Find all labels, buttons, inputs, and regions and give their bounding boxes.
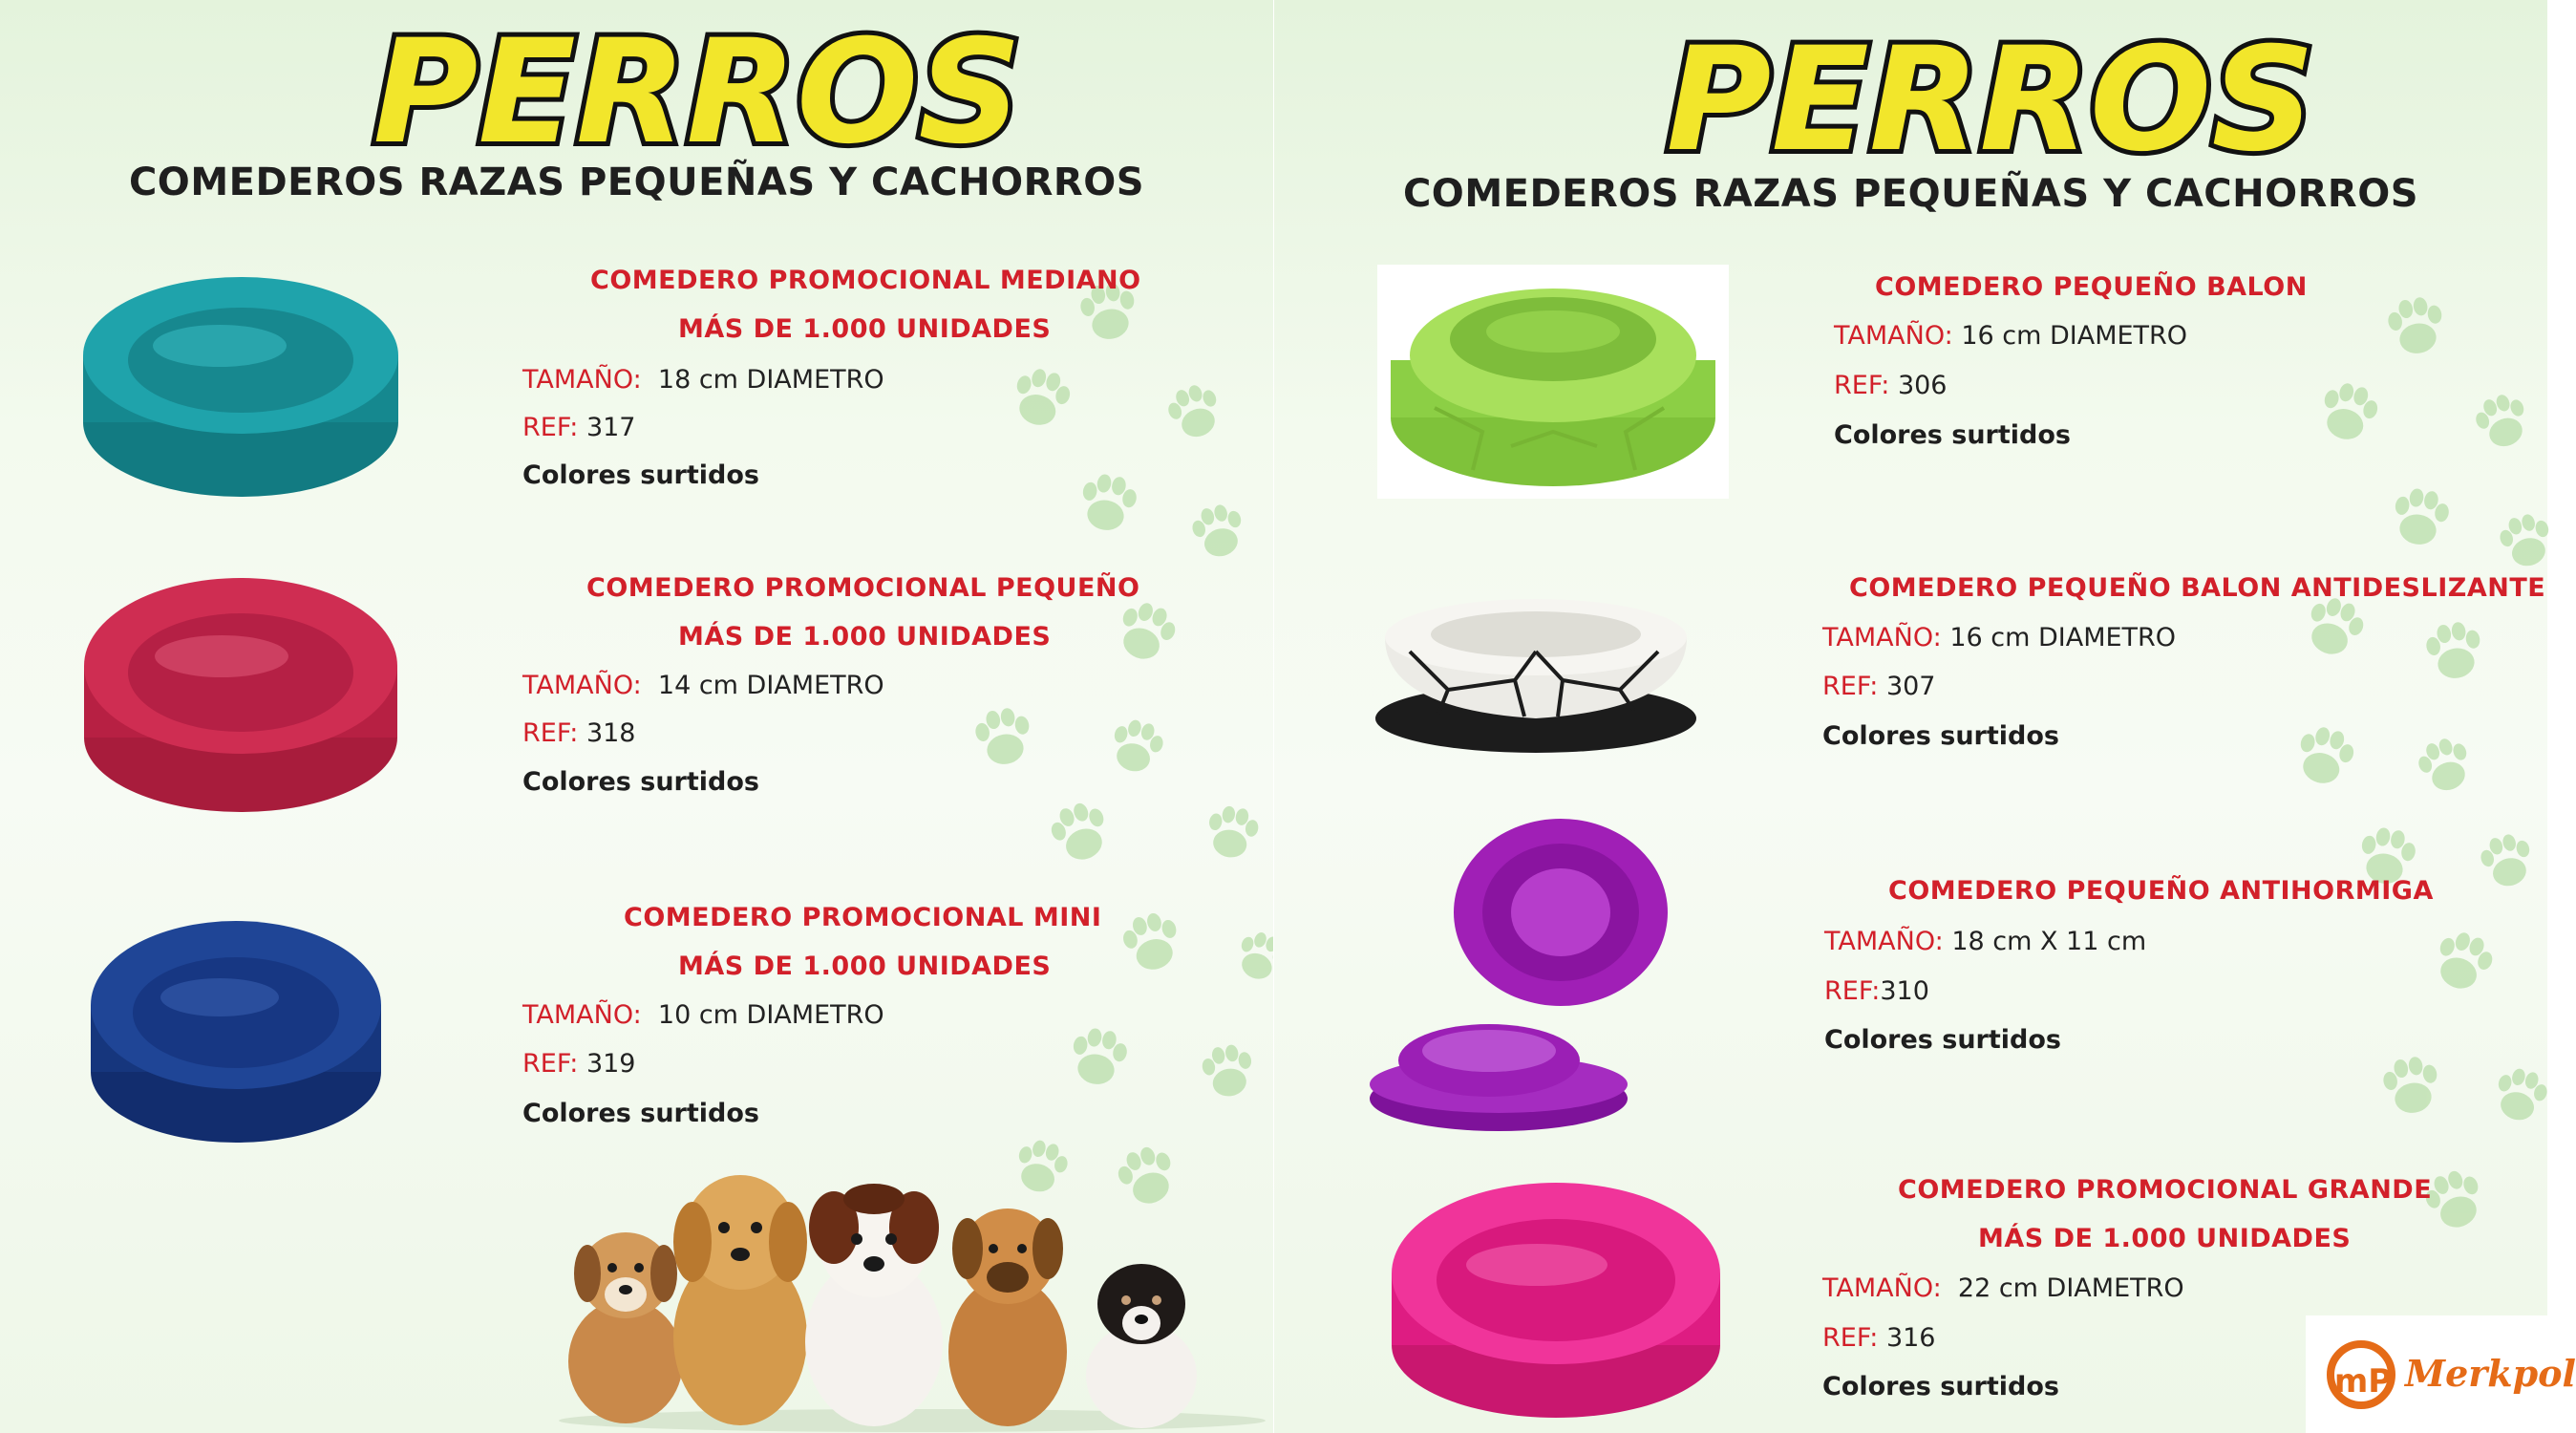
paw-print-icon xyxy=(1112,597,1182,667)
size-label: TAMAÑO: xyxy=(522,671,642,700)
paw-print-icon xyxy=(1068,1025,1131,1089)
merkpol-badge xyxy=(2306,1315,2576,1433)
perros-logo-text: PERROS xyxy=(1666,17,2315,183)
product-318-quantity: MÁS DE 1.000 UNIDADES xyxy=(678,622,1052,652)
product-317-size: 18 cm DIAMETRO xyxy=(657,365,884,395)
size-label: TAMAÑO: xyxy=(1822,1273,1942,1303)
product-319-ref: 319 xyxy=(585,1049,636,1079)
size-label: TAMAÑO: xyxy=(1834,321,1953,351)
paw-print-icon xyxy=(1077,471,1140,535)
size-label: TAMAÑO: xyxy=(1822,623,1942,652)
product-310-title: COMEDERO PEQUEÑO ANTIHORMIGA xyxy=(1888,876,2434,906)
product-319-size: 10 cm DIAMETRO xyxy=(657,1000,884,1030)
ref-label: REF: xyxy=(522,1049,579,1079)
paw-print-icon xyxy=(972,705,1035,769)
merkpol-logo-icon xyxy=(2325,1337,2407,1413)
pink-bowl-image xyxy=(1384,1173,1728,1422)
ref-label: REF: xyxy=(1822,1323,1879,1353)
product-317-quantity: MÁS DE 1.000 UNIDADES xyxy=(678,314,1052,344)
paw-print-icon xyxy=(2490,1064,2551,1125)
paw-print-icon xyxy=(2477,830,2538,891)
product-316-size: 22 cm DIAMETRO xyxy=(1957,1273,2184,1303)
size-label: TAMAÑO: xyxy=(522,365,642,395)
teal-bowl-image xyxy=(76,260,406,508)
paw-print-icon xyxy=(2429,927,2499,996)
paw-print-icon xyxy=(2316,378,2382,445)
paw-print-icon xyxy=(1203,803,1261,862)
perros-logo-text: PERROS xyxy=(373,10,1022,176)
paw-print-icon xyxy=(2292,722,2358,789)
merkpol-brand-text: Merkpol xyxy=(2405,1352,2576,1395)
red-bowl-image xyxy=(78,566,403,819)
product-307-title: COMEDERO PEQUEÑO BALON ANTIDESLIZANTE xyxy=(1849,573,2546,603)
paw-print-icon xyxy=(1118,909,1184,975)
ref-label: REF: xyxy=(1834,371,1890,400)
ref-label: REF: xyxy=(522,413,579,442)
product-317-title: COMEDERO PROMOCIONAL MEDIANO xyxy=(590,266,1141,295)
paw-print-icon xyxy=(1163,379,1227,443)
ref-label: REF: xyxy=(1824,976,1881,1006)
product-318-size: 14 cm DIAMETRO xyxy=(657,671,884,700)
merkpol-mark: mP xyxy=(2333,1362,2393,1401)
puppies-illustration xyxy=(549,1161,1275,1433)
page-subtitle: COMEDEROS RAZAS PEQUEÑAS Y CACHORROS xyxy=(1402,172,2419,216)
product-317-ref: 317 xyxy=(585,413,636,442)
product-319-title: COMEDERO PROMOCIONAL MINI xyxy=(624,903,1102,932)
product-316-ref: 316 xyxy=(1885,1323,1936,1353)
product-310-colors: Colores surtidos xyxy=(1824,1025,2061,1055)
product-318-colors: Colores surtidos xyxy=(522,767,759,797)
paw-print-icon xyxy=(2471,389,2535,453)
balon-bowl-photo xyxy=(1377,265,1729,499)
paw-print-icon xyxy=(1009,364,1075,431)
paw-print-icon xyxy=(1200,1042,1257,1101)
paw-print-icon xyxy=(1046,797,1116,866)
perros-logo xyxy=(1656,8,2325,183)
soccer-ball-bowl-image xyxy=(1372,585,1701,757)
product-310-size: 18 cm X 11 cm xyxy=(1951,927,2147,956)
paw-print-icon xyxy=(2414,733,2478,797)
product-319-colors: Colores surtidos xyxy=(522,1099,759,1128)
paw-print-icon xyxy=(1106,716,1167,777)
right-catalog-page xyxy=(1274,0,2547,1433)
size-label: TAMAÑO: xyxy=(522,1000,642,1030)
product-306-ref: 306 xyxy=(1897,371,1948,400)
blue-bowl-image xyxy=(86,909,387,1148)
paw-print-icon xyxy=(1188,501,1249,562)
product-316-quantity: MÁS DE 1.000 UNIDADES xyxy=(1978,1224,2352,1253)
ref-label: REF: xyxy=(522,718,579,748)
paw-print-icon xyxy=(2380,1054,2443,1118)
paw-print-icon xyxy=(2423,619,2486,683)
product-316-colors: Colores surtidos xyxy=(1822,1372,2059,1401)
product-306-colors: Colores surtidos xyxy=(1834,420,2071,450)
ref-label: REF: xyxy=(1822,672,1879,701)
left-catalog-page xyxy=(0,0,1273,1433)
product-307-colors: Colores surtidos xyxy=(1822,721,2059,751)
product-306-size: 16 cm DIAMETRO xyxy=(1961,321,2188,351)
page-subtitle: COMEDEROS RAZAS PEQUEÑAS Y CACHORROS xyxy=(128,160,1145,204)
antihormiga-bowl-image xyxy=(1370,817,1694,1142)
paw-print-icon xyxy=(2496,510,2557,571)
size-label: TAMAÑO: xyxy=(1824,927,1944,956)
product-307-ref: 307 xyxy=(1885,672,1936,701)
product-306-title: COMEDERO PEQUEÑO BALON xyxy=(1875,272,2308,302)
product-319-quantity: MÁS DE 1.000 UNIDADES xyxy=(678,952,1052,981)
product-316-title: COMEDERO PROMOCIONAL GRANDE xyxy=(1898,1175,2433,1205)
perros-logo xyxy=(363,8,1032,176)
product-318-title: COMEDERO PROMOCIONAL PEQUEÑO xyxy=(586,573,1140,603)
paw-print-icon xyxy=(2385,294,2448,358)
green-ball-bowl-image xyxy=(1377,265,1729,499)
paw-print-icon xyxy=(2390,485,2453,549)
product-310-ref: 310 xyxy=(1880,976,1929,1006)
product-318-ref: 318 xyxy=(585,718,636,748)
product-317-colors: Colores surtidos xyxy=(522,460,759,490)
product-307-size: 16 cm DIAMETRO xyxy=(1949,623,2177,652)
